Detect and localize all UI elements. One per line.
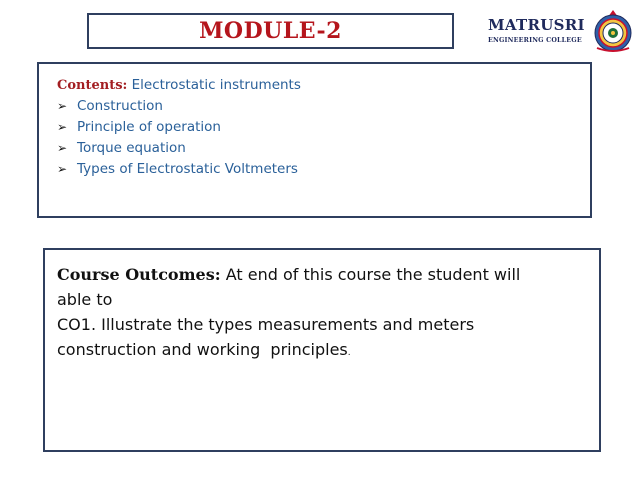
college-logo <box>486 12 634 54</box>
contents-item-label: Types of Electrostatic Voltmeters <box>77 161 298 177</box>
module-title: MODULE-2 <box>199 18 342 44</box>
contents-item-label: Principle of operation <box>77 119 221 135</box>
course-outcomes-line-1: At end of this course the student will <box>225 265 521 284</box>
contents-list-item <box>57 138 590 159</box>
contents-item-label: Construction <box>77 98 163 114</box>
module-title-box <box>87 13 454 49</box>
contents-item-label: Torque equation <box>77 140 186 156</box>
contents-list-item <box>57 96 590 117</box>
arrowhead-bullet-icon: ➢ <box>57 120 68 134</box>
contents-label: Contents: <box>57 78 128 93</box>
course-outcomes-box <box>43 248 601 452</box>
contents-list <box>57 96 590 180</box>
college-logo-subtitle: ENGINEERING COLLEGE <box>488 37 582 44</box>
arrowhead-bullet-icon: ➢ <box>57 99 68 113</box>
course-outcomes-line-3: CO1. Illustrate the types measurements and meters <box>57 315 475 334</box>
contents-heading-line <box>57 75 590 96</box>
arrowhead-bullet-icon: ➢ <box>57 141 68 155</box>
contents-list-item <box>57 117 590 138</box>
college-logo-name: MATRUSRI <box>488 16 585 34</box>
course-outcomes-line-2: able to <box>57 290 113 309</box>
contents-heading: Electrostatic instruments <box>131 77 301 93</box>
contents-box <box>37 62 592 218</box>
course-outcomes-label: Course Outcomes: <box>57 265 221 284</box>
course-outcomes-line-4: construction and working principles <box>57 340 348 359</box>
contents-list-item <box>57 159 590 180</box>
course-outcomes-line-4-end: . <box>347 348 351 358</box>
course-outcomes-text <box>57 262 599 366</box>
arrowhead-bullet-icon: ➢ <box>57 162 68 176</box>
college-emblem-icon <box>592 8 634 54</box>
